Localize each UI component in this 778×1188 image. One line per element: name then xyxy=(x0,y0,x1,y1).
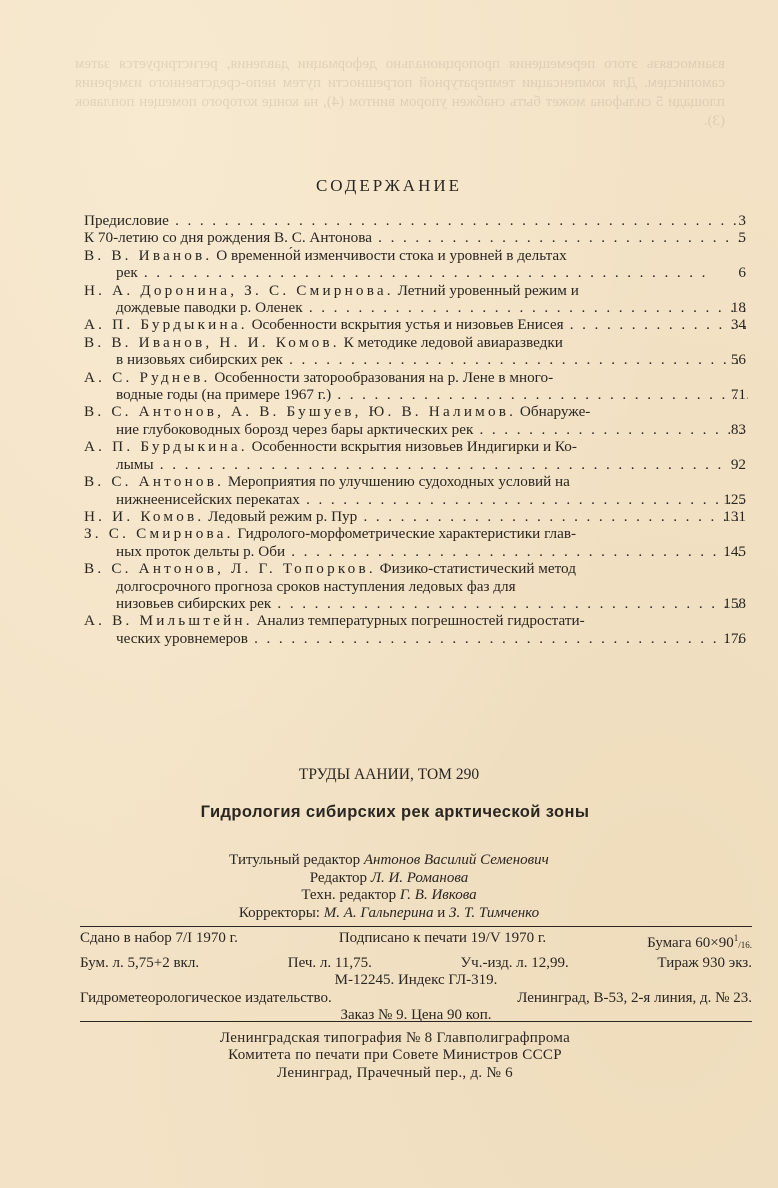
toc-entry xyxy=(84,334,748,369)
toc-entry-title: рек xyxy=(116,264,138,282)
toc-entry xyxy=(84,282,748,317)
credit-label: Корректоры: xyxy=(238,904,324,921)
publisher-sheets: Уч.-изд. л. 12,99. xyxy=(460,954,569,971)
pubinfo-row-4 xyxy=(80,990,752,1008)
credit-name: Л. И. Романова xyxy=(370,869,469,886)
paper-format-text: Бумага 60×90 xyxy=(647,935,734,951)
toc-page-number: 125 xyxy=(723,490,746,508)
toc-entry xyxy=(84,438,748,473)
print-sheets: Печ. л. 11,75. xyxy=(287,954,372,971)
credit-label: Титульный редактор xyxy=(229,852,364,868)
publisher-name: Гидрометеорологическое издательство. xyxy=(80,989,332,1006)
toc-entry-author: А. П. Бурдыкина. xyxy=(84,438,248,456)
toc-entry-line xyxy=(84,334,748,351)
toc-entry-title: ческих уровнемеров xyxy=(116,629,248,647)
toc-entry-line xyxy=(84,630,748,647)
credit-editor xyxy=(0,870,778,888)
toc-entry-author: А. В. Мильштейн. xyxy=(84,612,253,630)
order-price-line: Заказ № 9. Цена 90 коп. xyxy=(340,1007,492,1024)
bleed-through-text: взаимосвязь этого перемещения пропорционально деформации давления, регистрируется затем самописцем. Для компенсации температурной погрешности путем непо-средственного измерения площади 5 сильфона может быть снабжен упором винтом (4), на конце которого помещен поплавок (3). xyxy=(75,56,725,129)
toc-page-number: 34 xyxy=(730,316,746,334)
credit-tech-editor xyxy=(0,887,778,905)
toc-entry xyxy=(84,316,748,333)
toc-entry-line xyxy=(84,351,748,368)
toc-entry xyxy=(84,525,748,560)
toc-page-number: 145 xyxy=(723,542,746,560)
toc-entry xyxy=(84,212,748,229)
credit-name: Г. В. Ивкова xyxy=(399,887,477,903)
index-line: М-12245. Индекс ГЛ-319. xyxy=(334,972,498,989)
toc-entry-title: Мероприятия по улучшению судоходных условий на xyxy=(224,473,570,491)
toc-entry-title: Обнаруже- xyxy=(516,403,591,421)
toc-entry-title: ние глубоководных борозд через бары арктических рек xyxy=(116,420,474,438)
toc-entry-author: Н. А. Доронина, З. С. Смирнова. xyxy=(84,281,394,299)
toc-entry-line xyxy=(84,421,748,438)
toc-entry-title: Особенности заторообразования на р. Лене в много- xyxy=(210,368,554,386)
toc-entry-line xyxy=(84,543,748,560)
toc-entry-author: В. С. Антонов, Л. Г. Топорков. xyxy=(84,560,376,578)
toc-entry-title: К методике ледовой авиаразведки xyxy=(339,333,563,351)
toc-page-number: 83 xyxy=(730,420,746,438)
toc-entry-title: Особенности вскрытия низовьев Индигирки и Ко- xyxy=(247,438,577,456)
divider-rule-bottom xyxy=(80,1021,752,1022)
toc-page-number: 6 xyxy=(738,264,746,282)
series-title: ТРУДЫ ААНИИ, ТОМ 290 xyxy=(298,766,480,783)
toc-entry-line xyxy=(84,403,748,420)
toc-entry xyxy=(84,369,748,404)
toc-title: СОДЕРЖАНИЕ xyxy=(315,176,463,195)
toc-entry-line xyxy=(84,247,748,264)
credit-label: Редактор xyxy=(309,869,371,886)
toc-entry-line xyxy=(84,525,748,542)
toc-entry-line xyxy=(84,438,748,455)
toc-entry-title: дождевые паводки р. Оленек xyxy=(116,299,303,317)
toc-entry-author: А. С. Руднев. xyxy=(84,368,211,386)
toc-page-number: 3 xyxy=(738,212,746,229)
toc-entry-line xyxy=(84,282,748,299)
toc-entry-line xyxy=(84,578,748,595)
toc-page-number: 56 xyxy=(730,351,746,369)
toc-entry-title: Особенности вскрытия устья и низовьев Енисея xyxy=(247,316,564,334)
toc-entry-line xyxy=(84,212,748,229)
toc-entry-author: В. В. Иванов, Н. И. Комов. xyxy=(84,333,340,351)
toc-entry-title: К 70-летию со дня рождения В. С. Антонова xyxy=(84,229,372,247)
signed-date: Подписано к печати 19/V 1970 г. xyxy=(338,930,547,946)
toc-entry-line xyxy=(84,595,748,612)
toc-entry-title: низовьев сибирских рек xyxy=(116,594,272,612)
book-title: Гидрология сибирских рек арктической зоны xyxy=(200,803,590,821)
toc-entry-author: А. П. Бурдыкина. xyxy=(84,316,248,334)
toc-entry-title: в низовьях сибирских рек xyxy=(116,351,283,369)
divider-rule-top xyxy=(80,926,752,927)
printer-line: Ленинградская типография № 8 Главполиграфпрома xyxy=(219,1030,571,1046)
toc-page-number: 131 xyxy=(723,507,746,525)
credit-title-editor xyxy=(0,852,778,870)
publisher-address: Ленинград, В-53, 2-я линия, д. № 23. xyxy=(517,989,752,1006)
paper-sheets: Бум. л. 5,75+2 вкл. xyxy=(80,954,200,971)
toc-entry-line xyxy=(84,491,748,508)
credits-block xyxy=(0,852,778,922)
toc-entry-line xyxy=(84,229,748,246)
toc-entry-title: Анализ температурных погрешностей гидростати- xyxy=(252,612,585,630)
printer-info xyxy=(0,1030,778,1082)
credit-proofreaders xyxy=(0,905,778,923)
toc-entry xyxy=(84,229,748,246)
credit-name: Антонов Василий Семенович xyxy=(363,852,549,868)
toc-page-number: 92 xyxy=(730,455,746,473)
toc-entry-title: Физико-статистический метод xyxy=(375,560,576,578)
credit-name: З. Т. Тимченко xyxy=(449,904,540,921)
toc-entry-title: долгосрочного прогноза сроков наступления ледовых фаз для xyxy=(116,577,516,595)
toc-page-number: 18 xyxy=(730,299,746,317)
toc-entry-line xyxy=(84,612,748,629)
pubinfo-row-2 xyxy=(80,955,752,973)
toc-entry-author: В. С. Антонов, А. В. Бушуев, Ю. В. Налимов. xyxy=(84,403,517,421)
toc-entry xyxy=(84,560,748,612)
toc-entry xyxy=(84,403,748,438)
toc-entry-title: Ледовый режим р. Пур xyxy=(204,507,358,525)
paper-fraction-den: /16. xyxy=(738,940,752,950)
pubinfo-row-1 xyxy=(80,930,752,955)
toc-entry-title: лымы xyxy=(116,455,154,473)
paper-fraction-num: 1 xyxy=(733,933,739,943)
toc-entry-line xyxy=(84,508,748,525)
toc-entry-author: Н. И. Комов. xyxy=(84,507,205,525)
toc-entry xyxy=(84,247,748,282)
print-run: Тираж 930 экз. xyxy=(657,954,752,971)
toc-entry xyxy=(84,473,748,508)
toc-entry-line xyxy=(84,560,748,577)
toc-entry-title: ных проток дельты р. Оби xyxy=(116,542,286,560)
toc-entry-line xyxy=(84,369,748,386)
toc-page-number: 176 xyxy=(723,629,746,647)
toc-entry-title: нижнеенисейских перекатах xyxy=(116,490,300,508)
toc-entry-line xyxy=(84,316,748,333)
credit-name: М. А. Гальперина xyxy=(323,904,434,921)
publication-info xyxy=(80,930,752,1025)
toc-entry-title: О временно́й изменчивости стока и уровней в дельтах xyxy=(212,246,567,264)
typeset-date: Сдано в набор 7/I 1970 г. xyxy=(80,930,238,946)
table-of-contents xyxy=(84,212,748,647)
toc-entry-line xyxy=(84,264,748,281)
toc-page-number: 71 xyxy=(730,386,746,404)
paper-format xyxy=(647,930,752,955)
toc-entry-author: В. С. Антонов. xyxy=(84,473,225,491)
printer-line: Комитета по печати при Совете Министров СССР xyxy=(228,1047,562,1064)
toc-entry-title: Предисловие xyxy=(84,212,169,229)
toc-page-number: 158 xyxy=(723,594,746,612)
toc-entry-line xyxy=(84,386,748,403)
toc-entry-title: водные годы (на примере 1967 г.) xyxy=(116,386,332,404)
toc-entry-author: В. В. Иванов. xyxy=(84,246,213,264)
toc-entry-author: З. С. Смирнова. xyxy=(84,525,234,543)
toc-entry-line xyxy=(84,299,748,316)
toc-entry-line xyxy=(84,456,748,473)
credit-label: Техн. редактор xyxy=(301,887,400,903)
toc-page-number: 5 xyxy=(738,229,746,247)
toc-entry xyxy=(84,508,748,525)
printer-line: Ленинград, Прачечный пер., д. № 6 xyxy=(277,1064,513,1081)
toc-entry xyxy=(84,612,748,647)
credit-joiner: и xyxy=(433,904,450,921)
toc-entry-title: Летний уровенный режим и xyxy=(393,281,579,299)
toc-entry-title: Гидролого-морфометрические характеристики глав- xyxy=(233,525,577,543)
toc-entry-line xyxy=(84,473,748,490)
